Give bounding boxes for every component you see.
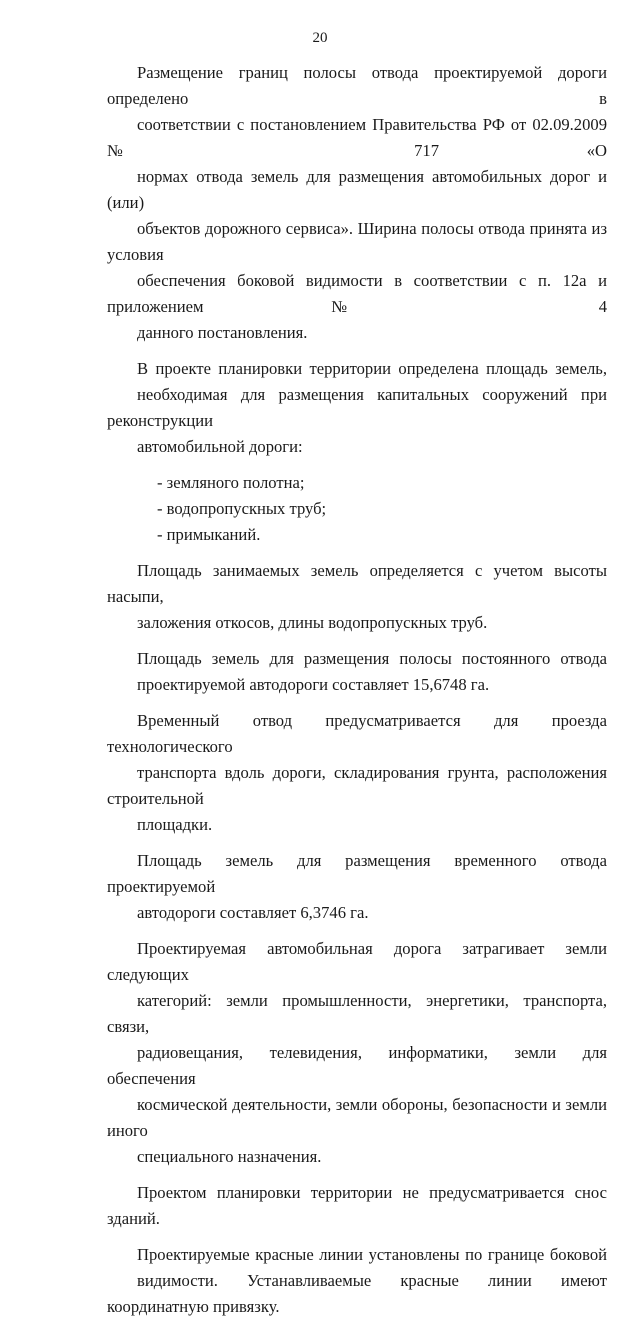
text-line: необходимая для размещения капитальных сооружений при реконструкции <box>107 385 607 430</box>
document-body <box>107 60 607 1330</box>
text-line: соответствии с постановлением Правительства РФ от 02.09.2009 № 717 «О <box>107 115 607 160</box>
paragraph-no-demolition <box>107 1180 607 1232</box>
text-line: категорий: земли промышленности, энергетики, транспорта, связи, <box>107 991 607 1036</box>
text-line: нормах отвода земель для размещения автомобильных дорог и (или) <box>107 167 607 212</box>
text-line: Площадь земель для размещения временного отвода проектируемой <box>107 851 607 896</box>
text-line: космической деятельности, земли обороны, безопасности и земли иного <box>107 1095 607 1140</box>
paragraph-red-lines <box>107 1242 607 1320</box>
paragraph-permanent-area <box>107 646 607 698</box>
paragraph-right-of-way <box>107 60 607 346</box>
list-item: - земляного полотна; <box>157 473 305 492</box>
list-item: - примыканий. <box>157 525 261 544</box>
list-item: - водопропускных труб; <box>157 499 327 518</box>
text-line: автодороги составляет 6,3746 га. <box>137 903 369 922</box>
page-number: 20 <box>312 30 328 46</box>
text-line: транспорта вдоль дороги, складирования грунта, расположения строительной <box>107 763 607 808</box>
text-line: проектируемой автодороги составляет 15,6748 га. <box>137 675 490 694</box>
paragraph-occupied-area <box>107 558 607 636</box>
text-line: объектов дорожного сервиса». Ширина полосы отвода принята из условия <box>107 219 607 264</box>
text-line: обеспечения боковой видимости в соответствии с п. 12а и приложением № 4 <box>107 271 607 316</box>
paragraph-land-categories <box>107 936 607 1170</box>
text-line: Площадь занимаемых земель определяется с учетом высоты насыпи, <box>107 561 607 606</box>
text-line: Проектируемые красные линии установлены по границе боковой <box>137 1245 607 1264</box>
structures-list <box>107 470 607 548</box>
text-line: Проектируемая автомобильная дорога затрагивает земли следующих <box>107 939 607 984</box>
text-line: специального назначения. <box>137 1147 322 1166</box>
text-line: заложения откосов, длины водопропускных труб. <box>137 613 488 632</box>
text-line: видимости. Устанавливаемые красные линии имеют координатную привязку. <box>107 1271 607 1316</box>
text-line: Проектом планировки территории не предусматривается снос зданий. <box>107 1183 607 1228</box>
text-line: Временный отвод предусматривается для проезда технологического <box>107 711 607 756</box>
paragraph-land-area <box>107 356 607 460</box>
text-line: Площадь земель для размещения полосы постоянного отвода <box>137 649 607 668</box>
text-line: радиовещания, телевидения, информатики, земли для обеспечения <box>107 1043 607 1088</box>
text-line: автомобильной дороги: <box>137 437 303 456</box>
text-line: данного постановления. <box>137 323 308 342</box>
text-line: Размещение границ полосы отвода проектируемой дороги определено в <box>107 63 607 108</box>
text-line: В проекте планировки территории определена площадь земель, <box>137 359 607 378</box>
text-line: площадки. <box>137 815 213 834</box>
paragraph-temporary-allotment <box>107 708 607 838</box>
paragraph-temporary-area <box>107 848 607 926</box>
